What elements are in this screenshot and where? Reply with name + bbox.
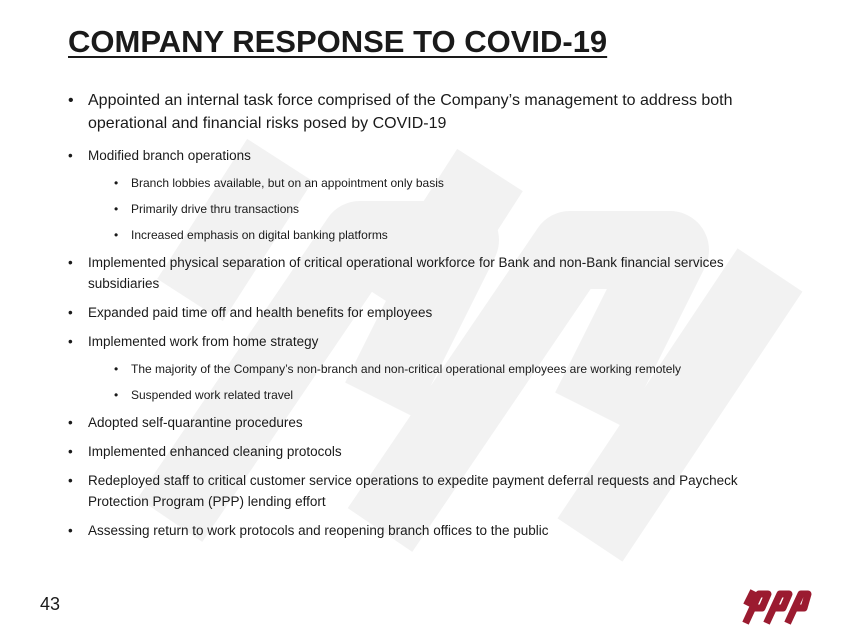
page-title: COMPANY RESPONSE TO COVID-19 (68, 24, 608, 59)
bullet-text: The majority of the Company’s non-branch and non-critical operational employees are working remotely (131, 362, 682, 376)
bullet-item (68, 520, 768, 541)
bullet-text: Implemented physical separation of critical operational workforce for Bank and non-Bank financial services subsidiaries (88, 255, 724, 291)
company-logo-icon (742, 582, 812, 626)
bullet-item (68, 412, 768, 433)
bullet-item (68, 302, 768, 323)
bullet-dot-icon: • (68, 148, 73, 163)
bullet-dot-icon: • (68, 255, 73, 270)
bullet-dot-icon: • (68, 305, 73, 320)
bullet-dot-icon: • (114, 228, 119, 242)
sub-bullet-item (68, 226, 768, 244)
bullet-dot-icon: • (68, 444, 73, 459)
bullet-item (68, 145, 768, 166)
bullet-text: Increased emphasis on digital banking platforms (131, 228, 388, 242)
bullet-text: Redeployed staff to critical customer service operations to expedite payment deferral requests and Paycheck Protection Program (PPP) lending effort (88, 473, 738, 509)
bullet-dot-icon: • (68, 473, 73, 488)
bullet-dot-icon: • (114, 176, 119, 190)
bullet-item (68, 252, 768, 294)
bullet-dot-icon: • (114, 202, 119, 216)
bullet-text: Implemented work from home strategy (88, 334, 319, 349)
bullet-dot-icon: • (114, 388, 119, 402)
bullet-item (68, 89, 768, 135)
bullet-text: Expanded paid time off and health benefits for employees (88, 305, 433, 320)
bullet-text: Appointed an internal task force comprised of the Company’s management to address both operational and financial risks posed by COVID-19 (88, 92, 733, 132)
bullet-text: Assessing return to work protocols and reopening branch offices to the public (88, 523, 549, 538)
bullet-dot-icon: • (114, 362, 119, 376)
page-number: 43 (40, 594, 61, 614)
bullet-item (68, 470, 768, 512)
bullet-dot-icon: • (68, 334, 73, 349)
bullet-item (68, 331, 768, 352)
bullet-text: Adopted self-quarantine procedures (88, 415, 303, 430)
bullet-text: Modified branch operations (88, 148, 251, 163)
bullet-dot-icon: • (68, 523, 73, 538)
bullet-text: Branch lobbies available, but on an appointment only basis (131, 176, 444, 190)
bullet-text: Suspended work related travel (131, 388, 294, 402)
bullet-list (68, 89, 768, 549)
sub-bullet-item (68, 386, 768, 404)
bullet-dot-icon: • (68, 415, 73, 430)
sub-bullet-item (68, 360, 768, 378)
bullet-item (68, 441, 768, 462)
bullet-dot-icon: • (68, 92, 74, 109)
bullet-text: Implemented enhanced cleaning protocols (88, 444, 342, 459)
sub-bullet-item (68, 174, 768, 192)
bullet-text: Primarily drive thru transactions (131, 202, 300, 216)
sub-bullet-item (68, 200, 768, 218)
